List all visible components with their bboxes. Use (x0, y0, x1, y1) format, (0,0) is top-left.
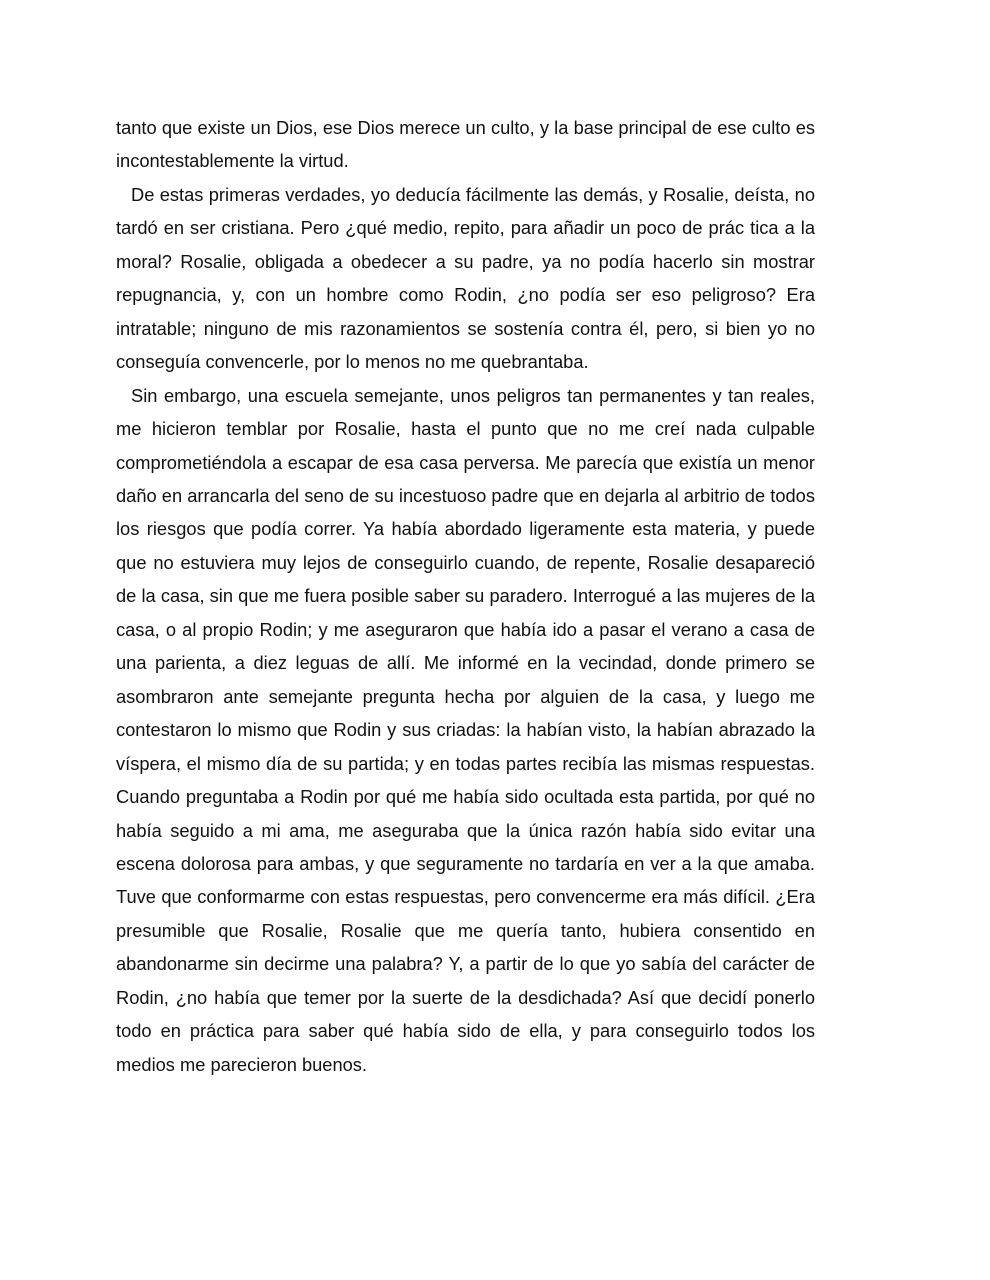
paragraph-3: Sin embargo, una escuela semejante, unos peligros tan permanentes y tan reales, me hicieron temblar por Rosalie, hasta el punto que no me creí nada culpable comprometiéndola a escapar de esa casa perversa. Me parecía que existía un menor daño en arrancarla del seno de su incestuoso padre que en dejarla al arbitrio de todos los riesgos que podía correr. Ya había abordado ligeramente esta materia, y puede que no estuviera muy lejos de conseguirlo cuando, de repente, Rosalie desapareció de la casa, sin que me fuera posible saber su paradero. Interrogué a las mujeres de la casa, o al propio Rodin; y me aseguraron que había ido a pasar el verano a casa de una parienta, a diez leguas de allí. Me informé en la vecindad, donde primero se asombraron ante semejante pregunta hecha por alguien de la casa, y luego me contestaron lo mismo que Rodin y sus criadas: la habían visto, la habían abrazado la víspera, el mismo día de su partida; y en todas partes recibía las mismas respuestas. Cuando preguntaba a Rodin por qué me había sido ocultada esta partida, por qué no había seguido a mi ama, me aseguraba que la única razón había sido evitar una escena dolorosa para ambas, y que seguramente no tardaría en ver a la que amaba. Tuve que conformarme con estas respuestas, pero convencerme era más difícil. ¿Era presumible que Rosalie, Rosalie que me quería tanto, hubiera consentido en abandonarme sin decirme una palabra? Y, a partir de lo que yo sabía del carácter de Rodin, ¿no había que temer por la suerte de la desdichada? Así que decidí ponerlo todo en práctica para saber qué había sido de ella, y para conseguirlo todos los medios me parecieron buenos. (116, 384, 815, 1075)
paragraph-2: De estas primeras verdades, yo deducía fácilmente las demás, y Rosalie, deísta, no tardó en ser cristiana. Pero ¿qué medio, repito, para añadir un poco de prác tica a la moral? Rosalie, obligada a obedecer a su padre, ya no podía hacerlo sin mostrar repugnancia, y, con un hombre como Rodin, ¿no podía ser eso peligroso? Era intratable; ninguno de mis razonamientos se sostenía contra él, pero, si bien yo no conseguía convencerle, por lo menos no me quebrantaba. (116, 183, 815, 373)
paragraph-1: tanto que existe un Dios, ese Dios merece un culto, y la base principal de ese culto es incontestablemente la virtud. (116, 117, 815, 172)
document-body (116, 111, 815, 1081)
